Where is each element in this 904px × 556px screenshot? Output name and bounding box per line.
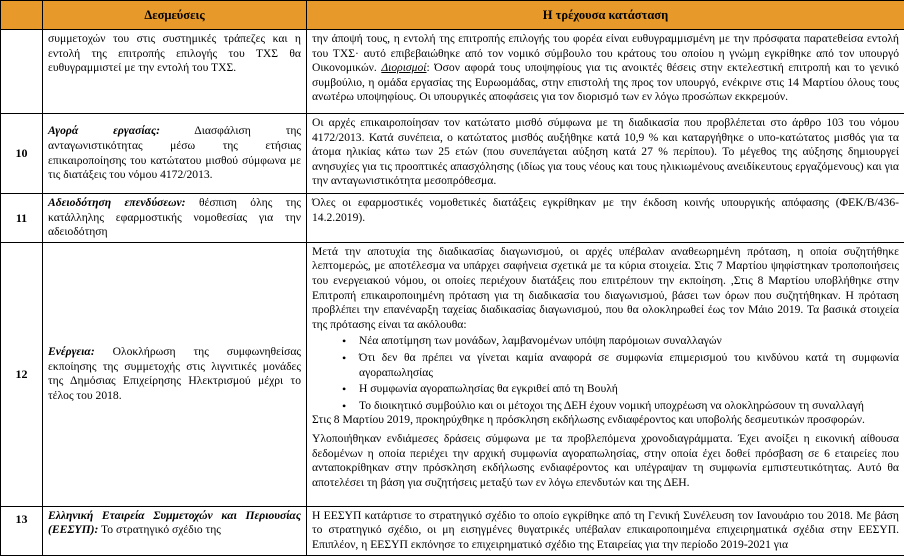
row-number: 13 — [1, 506, 43, 555]
status-cell — [307, 506, 904, 555]
commitment-cell — [43, 30, 307, 114]
status-text — [312, 32, 899, 105]
commitment-label: Ενέργεια: — [48, 345, 95, 358]
commitment-text: Διασφάλιση της ανταγωνιστικότητας μέσω της ετήσιας επικαιροποίησης του κατώτατου μισθού σύμφωνα με τις διατάξεις του νόμου 4172/2013. — [48, 124, 301, 181]
status-cell — [307, 242, 904, 506]
status-paragraph-2: Στις 8 Μαρτίου 2019, προκηρύχθηκε η πρόσκληση εκδήλωσης ενδιαφέροντος και υποβολής δεσμευτικών προσφορών. — [312, 413, 899, 428]
status-text: Η ΕΕΣΥΠ κατάρτισε το στρατηγικό σχέδιο το οποίο εγκρίθηκε από τη Γενική Συνέλευση τον Ιανουάριο του 2018. Με βάση το στρατηγικό σχέδιο, οι μη εισηγμένες θυγατρικές υπέβαλαν επικαιροποιημένα επιχειρηματικά σχέδια στην ΕΕΣΥΠ. Επιπλέον, η ΕΕΣΥΠ εκπόνησε το επιχειρηματικό σχέδιο της Εταιρείας για την περίοδο 2019-2021 για — [312, 509, 899, 551]
status-paragraph-1: Μετά την αποτυχία της διαδικασίας διαγωνισμού, οι αρχές υπέβαλαν αναθεωρημένη πρόταση, η οποία συζητήθηκε λεπτομερώς, με αποτέλεσμα να υπάρχει σαφήνεια σχετικά με τα κύρια στοιχεία. Στις 7 Μαρτίου ψηφίστηκαν τροποποιήσεις του ενεργειακού νόμου, οι οποίες περιέχουν διατάξεις που επιτρέπουν την εκποίηση. ,Στις 8 Μαρτίου υποβλήθηκε στην Επιτροπή επικαιροποιημένη πρόταση για τη διαδικασία του διαγωνισμού, βάσει των όρων που συζητήθηκαν. Η πρόταση προβλέπει την επανέναρξη ταχείας διαδικασίας διαγωνισμού, που θα ολοκληρωθεί έως τον Μάιο 2019. Τα βασικά στοιχεία της πρότασης είναι τα ακόλουθα: — [312, 245, 899, 333]
commitment-text: συμμετοχών του στις συστημικές τράπεζες και η εντολή της επιτροπής επιλογής του ΤΧΣ θα ευθυγραμμιστεί με την εντολή του ΤΧΣ. — [48, 32, 301, 74]
table-row — [1, 30, 904, 114]
status-text: Οι αρχές επικαιροποίησαν τον κατώτατο μισθό σύμφωνα με τη διαδικασία που προβλέπεται στο άρθρο 103 του νόμου 4172/2013. Κατά συνέπεια, ο κατώτατος μισθός αυξήθηκε κατά 10,9 % και καταργήθηκε ο υπο-κατώτατος μισθός για τα άτομα ηλικίας κάτω των 25 ετών (που συνεπάγεται αύξηση κατά 27 % περίπου). Το μέγεθος της αύξησης δημιουργεί ανησυχίες για τις προοπτικές απασχόλησης (ιδίως για τους νέους και τους ηλικιωμένους ανειδίκευτους εργαζόμενους) και για την ανταγωνιστικότητα μεσοπρόθεσμα. — [312, 116, 899, 187]
status-cell — [307, 194, 904, 243]
table-row — [1, 242, 904, 506]
commitment-text: Ολοκλήρωση της συμφωνηθείσας εκποίησης της συμμετοχής στις λιγνιτικές μονάδες της Δημόσιας Επιχείρησης Ηλεκτρισμού μέχρι το τέλος του 2018. — [48, 345, 301, 402]
commitment-label: Αδειοδότηση επενδύσεων: — [48, 196, 186, 209]
table-row — [1, 506, 904, 555]
commitment-text: Το στρατηγικό σχέδιο της — [98, 523, 221, 536]
table-row — [1, 194, 904, 243]
commitment-cell — [43, 114, 307, 194]
header-status: Η τρέχουσα κατάσταση — [307, 1, 904, 30]
table-row — [1, 114, 904, 194]
appointments-label: Διορισμοί — [381, 61, 426, 74]
header-commitments: Δεσμεύσεις — [43, 1, 307, 30]
list-item: • Ότι δεν θα πρέπει να γίνεται καμία αναφορά σε συμφωνία επιμερισμού του κινδύνου κατά τη συμφωνία αγοραπωλησίας — [359, 351, 899, 380]
commitment-label: Αγορά εργασίας: — [48, 124, 160, 137]
commitment-cell — [43, 506, 307, 555]
commitment-label: Ελληνική Εταιρεία Συμμετοχών και Περιουσίας (ΕΕΣΥΠ): — [48, 509, 301, 537]
row-number — [1, 30, 43, 114]
status-paragraph-3: Υλοποιήθηκαν ενδιάμεσες δράσεις σύμφωνα με τα προβλεπόμενα χρονοδιαγράμματα. Έχει ανοίξει η εικονική αίθουσα δεδομένων η οποία περιέχει την αρχική συμφωνία αγοραπωλησίας, στην οποία έχει δοθεί πρόσβαση σε 6 εταιρείες που ανταποκρίθηκαν στην πρόσκληση εκδήλωσης ενδιαφέροντος και υπέγραψαν τη συμφωνία εμπιστευτικότητας. Αυτό θα αποτελέσει τη βάση για συζητήσεις μεταξύ των εν λόγω επενδυτών και της ΔΕΗ. — [312, 432, 899, 490]
status-text-b: : Όσον αφορά τους υποψηφίους για τις ανοικτές θέσεις στην εκτελεστική επιτροπή και το γενικό συμβούλιο, η ομάδα εργασίας της Ευρωομάδας, στην επιστολή της προς τον υπουργό, ενέκρινε στις 14 Μαρτίου όλους τους ανωτέρω υποψηφίους. Οι υπουργικές αποφάσεις για τον διορισμό των εν λόγω προσώπων εκκρεμούν. — [312, 61, 899, 103]
table-header-row — [1, 1, 904, 30]
status-cell — [307, 30, 904, 114]
list-item: • Το διοικητικό συμβούλιο και οι μέτοχοι της ΔΕΗ έχουν νομική υποχρέωση να ολοκληρώσουν τη συναλλαγή — [359, 399, 899, 414]
row-number: 12 — [1, 242, 43, 506]
status-cell — [307, 114, 904, 194]
header-number-cell — [1, 1, 43, 30]
list-item: • Νέα αποτίμηση των μονάδων, λαμβανομένων υπόψη παρόμοιων συναλλαγών — [359, 334, 899, 349]
row-number: 10 — [1, 114, 43, 194]
status-text: Όλες οι εφαρμοστικές νομοθετικές διατάξεις εγκρίθηκαν με την έκδοση κοινής υπουργικής απόφασης (ΦΕΚ/Β/436-14.2.2019). — [312, 196, 899, 224]
commitment-cell — [43, 242, 307, 506]
proposal-bullet-list — [312, 334, 899, 413]
status-text-a: την άποψή τους, η εντολή της επιτροπής επιλογής του φορέα είναι ευθυγραμμισμένη με την πρόσφατα παρατεθείσα εντολή του ΤΧΣ· αυτό επιβεβαιώθηκε από τον νομικό σύμβουλο του κράτους του οποίου η γνώμη εγκρίθηκε από τον υπουργό Οικονομικών. — [312, 32, 899, 74]
commitment-text: θέσπιση όλης της κατάλληλης εφαρμοστικής νομοθεσίας για την αδειοδότηση — [48, 196, 301, 238]
commitment-cell — [43, 194, 307, 243]
list-item: • Η συμφωνία αγοραπωλησίας θα εγκριθεί από τη Βουλή — [359, 382, 899, 397]
row-number: 11 — [1, 194, 43, 243]
